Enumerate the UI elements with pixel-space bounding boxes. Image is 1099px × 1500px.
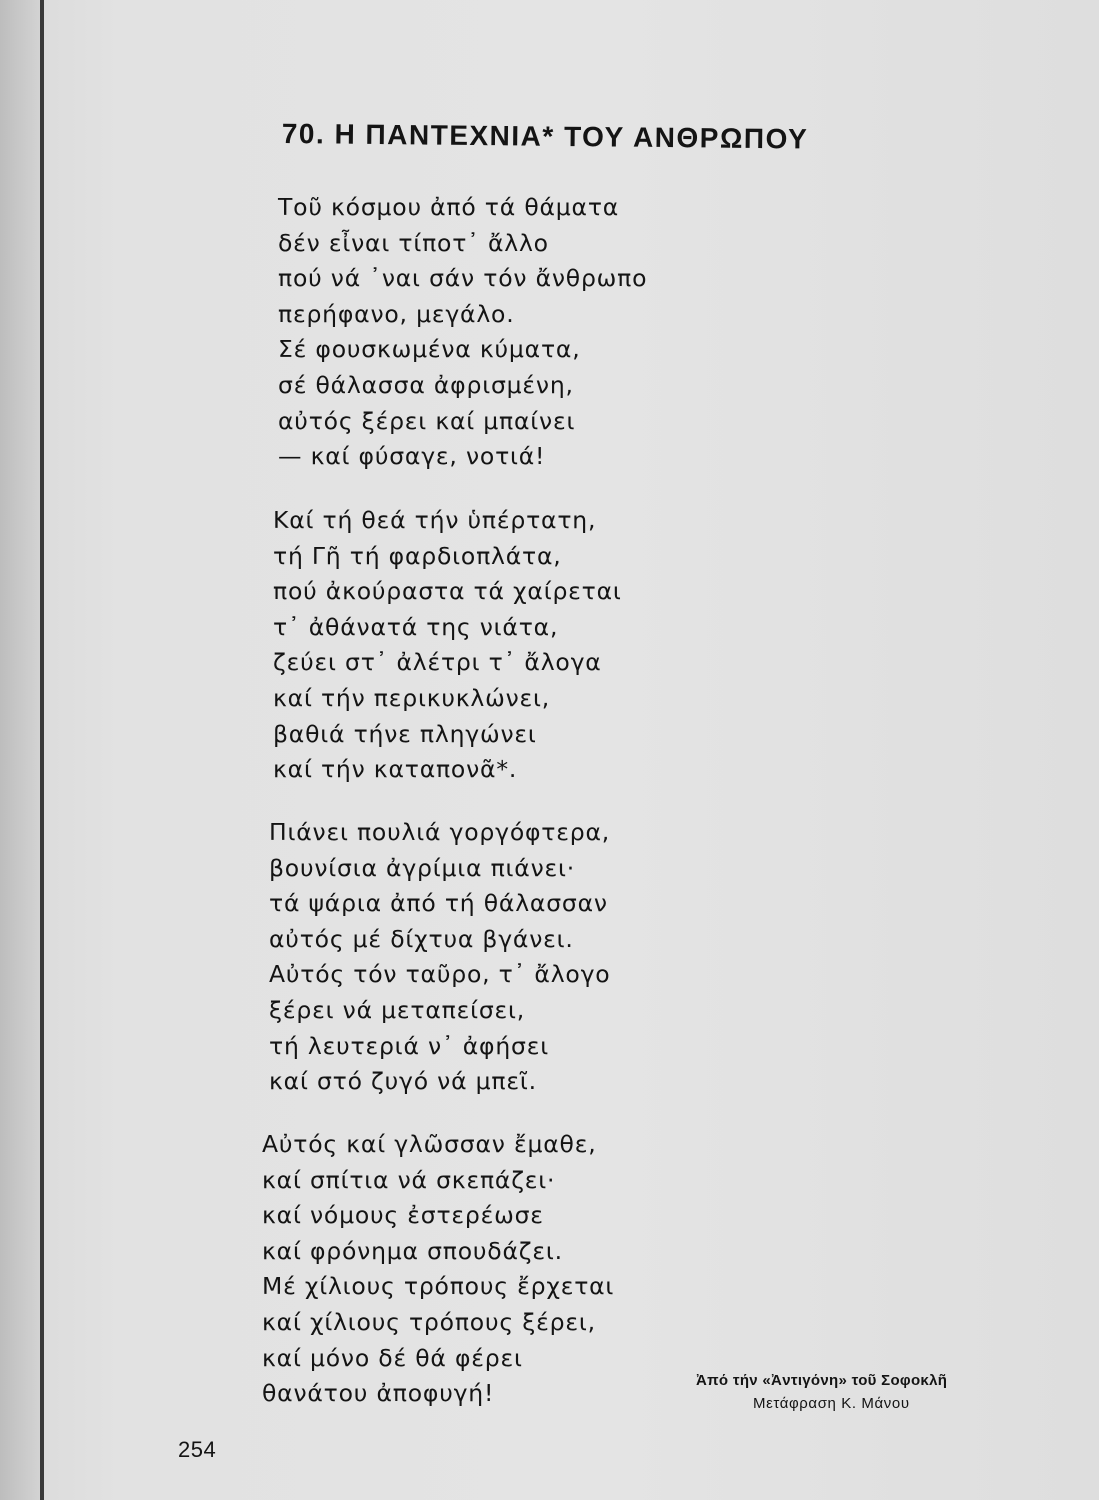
page-gutter-shadow: [0, 0, 40, 1500]
poem-line: καί φρόνημα σπουδάζει.: [262, 1236, 563, 1265]
poem-line: καί χίλιους τρόπους ξέρει,: [262, 1307, 596, 1336]
poem-line: καί τήν περικυκλώνει,: [273, 683, 551, 712]
poem-line: καί στό ζυγό νά μπεῖ.: [269, 1067, 537, 1096]
stanza-4: [262, 1127, 614, 1412]
poem-line: δέν εἶναι τίποτ᾿ ἄλλο: [278, 228, 549, 257]
stanza-2: [273, 503, 622, 788]
poem-line: καί τήν καταπονᾶ*.: [273, 755, 518, 784]
poem-line: πού νά ᾿ναι σάν τόν ἄνθρωπο: [278, 264, 648, 293]
poem-line: βαθιά τήνε πληγώνει: [273, 719, 537, 748]
poem-line: σέ θάλασσα ἀφρισμένη,: [278, 370, 574, 399]
poem-title: 70. Η ΠΑΝΤΕΧΝΙΑ* ΤΟΥ ΑΝΘΡΩΠΟΥ: [281, 118, 809, 155]
poem-line: καί νόμους ἐστερέωσε: [262, 1201, 544, 1230]
page-number: 254: [178, 1437, 217, 1462]
stanza-1: [278, 190, 647, 475]
poem-line: Μέ χίλιους τρόπους ἔρχεται: [262, 1272, 615, 1301]
poem-line: καί σπίτια νά σκεπάζει·: [262, 1165, 556, 1194]
poem-line: τά ψάρια ἀπό τή θάλασσαν: [269, 889, 608, 918]
poem-line: θανάτου ἀποφυγή!: [262, 1379, 495, 1408]
poem-line: Καί τή θεά τήν ὑπέρτατη,: [273, 506, 597, 534]
poem-line: Σέ φουσκωμένα κύματα,: [278, 335, 581, 364]
poem-line: τή Γῆ τή φαρδιοπλάτα,: [273, 541, 562, 570]
poem-line: τή λευτεριά ν᾿ ἀφήσει: [269, 1031, 549, 1060]
poem-line: βουνίσια ἀγρίμια πιάνει·: [269, 853, 576, 882]
poem-line: τ᾿ ἀθάνατά της νιάτα,: [273, 612, 559, 641]
poem-line: αὐτός ξέρει καί μπαίνει: [278, 406, 576, 435]
poem-line: πού ἀκούραστα τά χαίρεται: [273, 577, 622, 606]
translator-credit: Μετάφραση Κ. Μάνου: [753, 1395, 910, 1412]
poem-line: περήφανο, μεγάλο.: [278, 299, 515, 328]
poem-line: καί μόνο δέ θά φέρει: [262, 1343, 523, 1372]
poem-line: ζεύει στ᾿ ἀλέτρι τ᾿ ἄλογα: [273, 648, 602, 677]
stanza-3: [269, 815, 610, 1100]
poem-line: Αὐτός τόν ταῦρο, τ᾿ ἄλογο: [269, 960, 611, 989]
poem-line: — καί φύσαγε, νοτιά!: [278, 442, 546, 471]
poem-line: Πιάνει πουλιά γοργόφτερα,: [269, 818, 611, 846]
poem-line: αὐτός μέ δίχτυα βγάνει.: [269, 924, 574, 953]
poem-line: Αὐτός καί γλῶσσαν ἔμαθε,: [262, 1130, 597, 1158]
poem-line: Τοῦ κόσμου ἀπό τά θάματα: [278, 193, 620, 221]
page-spine-edge: [40, 0, 44, 1500]
source-attribution: Ἀπό τήν «Ἀντιγόνη» τοῦ Σοφοκλῆ: [696, 1372, 948, 1389]
poem-line: ξέρει νά μεταπείσει,: [269, 995, 526, 1024]
